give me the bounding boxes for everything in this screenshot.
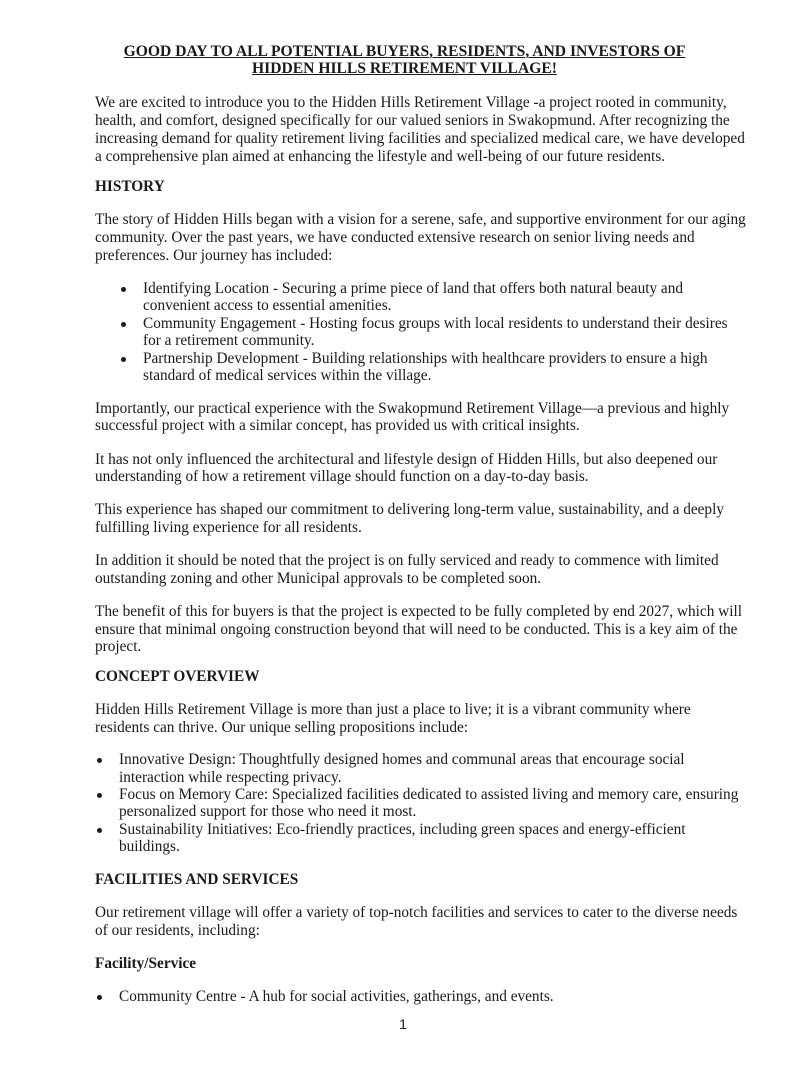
page-number: 1: [399, 1016, 407, 1032]
facilities-heading: FACILITIES AND SERVICES: [95, 871, 299, 888]
bullet-icon: [97, 758, 102, 763]
history-paragraph-line: community. Over the past years, we have conducted extensive research on senior living needs and: [95, 229, 695, 246]
history-bullet-line: standard of medical services within the village.: [143, 367, 432, 384]
bullet-icon: [121, 322, 126, 327]
bullet-icon: [121, 357, 126, 362]
document-title-line-2: HIDDEN HILLS RETIREMENT VILLAGE!: [252, 60, 557, 77]
facilities-bullet-line: Community Centre - A hub for social activities, gatherings, and events.: [119, 988, 554, 1005]
concept-heading: CONCEPT OVERVIEW: [95, 668, 260, 685]
facilities-subheading: Facility/Service: [95, 955, 197, 972]
bullet-icon: [97, 828, 102, 833]
intro-line: health, and comfort, designed specifically for our valued seniors in Swakopmund. After recognizing the: [95, 112, 730, 129]
facilities-paragraph-line: of our residents, including:: [95, 922, 260, 939]
history-bullet-line: for a retirement community.: [143, 332, 315, 349]
history-paragraph-line: preferences. Our journey has included:: [95, 247, 333, 264]
intro-line: a comprehensive plan aimed at enhancing the lifestyle and well-being of our future residents.: [95, 148, 666, 165]
paragraph-line: The benefit of this for buyers is that the project is expected to be fully completed by end 2027, which will: [95, 603, 742, 620]
paragraph-line: This experience has shaped our commitment to delivering long-term value, sustainability, and a deeply: [95, 501, 724, 518]
bullet-icon: [121, 287, 126, 292]
intro-line: increasing demand for quality retirement living facilities and specialized medical care, we have developed: [95, 130, 745, 147]
paragraph-line: successful project with a similar concept, has provided us with critical insights.: [95, 417, 580, 434]
paragraph-line: It has not only influenced the architectural and lifestyle design of Hidden Hills, but also deepened our: [95, 451, 718, 468]
document-title-line-1: GOOD DAY TO ALL POTENTIAL BUYERS, RESIDENTS, AND INVESTORS OF: [123, 43, 686, 60]
concept-bullet-line: buildings.: [119, 838, 180, 855]
paragraph-line: understanding of how a retirement village should function on a day-to-day basis.: [95, 468, 589, 485]
concept-bullet-line: Innovative Design: Thoughtfully designed homes and communal areas that encourage social: [119, 751, 685, 768]
intro-line: We are excited to introduce you to the Hidden Hills Retirement Village -a project rooted in community,: [95, 94, 727, 111]
history-paragraph-line: The story of Hidden Hills began with a vision for a serene, safe, and supportive environment for our aging: [95, 211, 746, 228]
concept-bullet-line: Sustainability Initiatives: Eco-friendly practices, including green spaces and energy-efficient: [119, 821, 686, 838]
bullet-icon: [97, 995, 102, 1000]
paragraph-line: fulfilling living experience for all residents.: [95, 519, 362, 536]
bullet-icon: [97, 793, 102, 798]
concept-paragraph-line: residents can thrive. Our unique selling propositions include:: [95, 719, 469, 736]
paragraph-line: outstanding zoning and other Municipal approvals to be completed soon.: [95, 570, 542, 587]
paragraph-line: project.: [95, 638, 142, 655]
concept-bullet-line: Focus on Memory Care: Specialized facilities dedicated to assisted living and memory care, ensuring: [119, 786, 739, 803]
paragraph-line: ensure that minimal ongoing construction beyond that will need to be conducted. This is a key aim of the: [95, 621, 738, 638]
paragraph-line: Importantly, our practical experience with the Swakopmund Retirement Village—a previous and highly: [95, 400, 730, 417]
history-bullet-line: Community Engagement - Hosting focus groups with local residents to understand their desires: [143, 315, 728, 332]
concept-bullet-line: personalized support for those who need it most.: [119, 803, 417, 820]
history-heading: HISTORY: [95, 178, 165, 195]
history-bullet-line: Partnership Development - Building relationships with healthcare providers to ensure a high: [143, 350, 708, 367]
facilities-paragraph-line: Our retirement village will offer a variety of top-notch facilities and services to cater to the diverse needs: [95, 904, 738, 921]
paragraph-line: In addition it should be noted that the project is on fully serviced and ready to commence with limited: [95, 552, 719, 569]
history-bullet-line: Identifying Location - Securing a prime piece of land that offers both natural beauty and: [143, 280, 684, 297]
concept-paragraph-line: Hidden Hills Retirement Village is more than just a place to live; it is a vibrant community where: [95, 701, 691, 718]
concept-bullet-line: interaction while respecting privacy.: [119, 769, 342, 786]
history-bullet-line: convenient access to essential amenities.: [143, 297, 392, 314]
